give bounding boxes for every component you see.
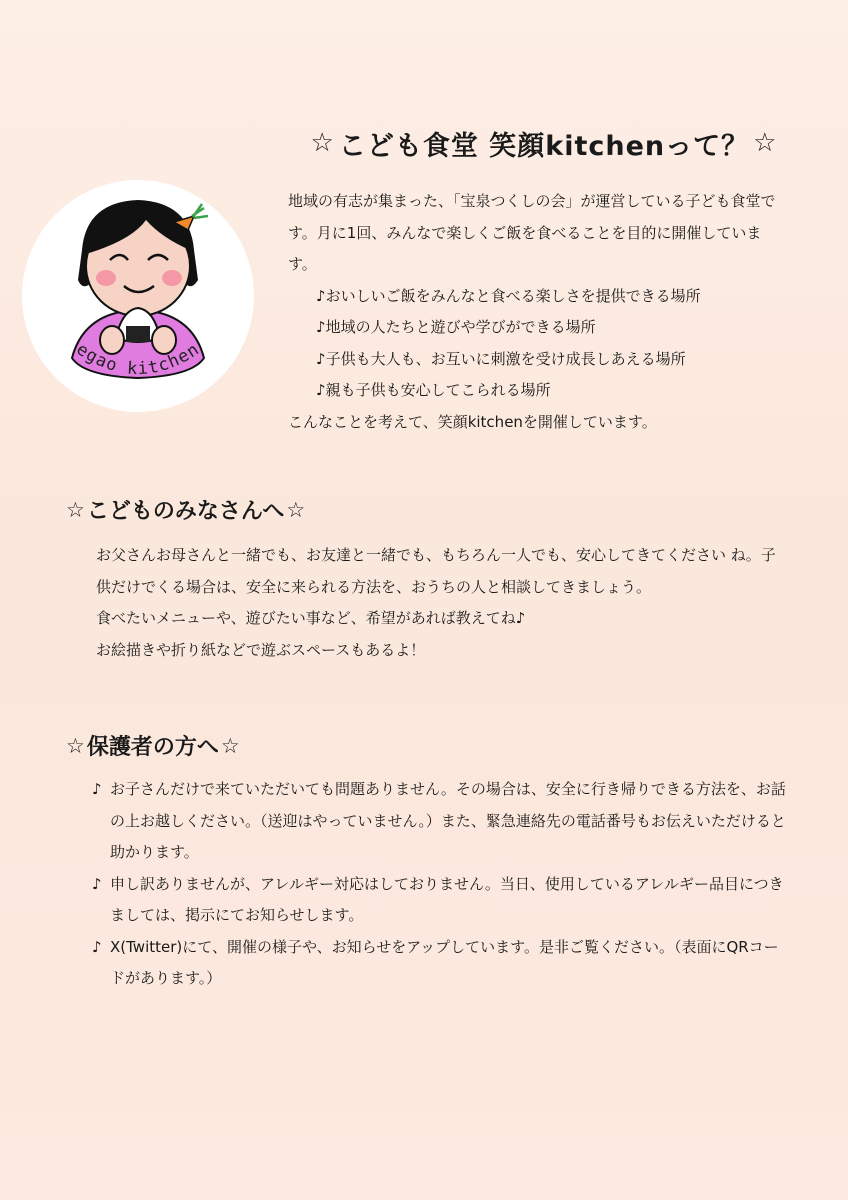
list-item: ♪おいしいご飯をみんなと食べる楽しさを提供できる場所 <box>316 286 701 305</box>
intro-paragraph: 地域の有志が集まった、「宝泉つくしの会」が運営している子ども食堂です。月に1回、みんなで楽しくご飯を食べることを目的に開催しています。 <box>288 192 776 273</box>
parents-list <box>96 774 792 995</box>
parents-item: ♪ お子さんだけで来ていただいても問題ありません。その場合は、安全に行き帰りできる方法を、お話の上お越しください。（送迎はやっていません。）また、緊急連絡先の電話番号もお伝えいただけると助かります。 <box>96 774 792 869</box>
kids-line: 食べたいメニューや、遊びたい事など、希望があれば教えてね♪ <box>96 609 526 627</box>
list-item: ♪親も子供も安心してこられる場所 <box>316 381 551 399</box>
logo-text-arc <box>22 180 254 412</box>
kids-heading-text: こどものみなさんへ <box>86 499 285 524</box>
list-item: ♪地域の人たちと遊びや学びができる場所 <box>316 318 596 336</box>
star-icon: ☆ <box>66 733 85 758</box>
egao-kitchen-logo <box>22 180 254 412</box>
star-icon: ☆ <box>286 497 306 522</box>
page-title-text: こども食堂 笑顔kitchenって？ <box>338 130 750 162</box>
star-icon: ☆ <box>220 733 240 758</box>
intro-closing: こんなことを考えて、笑顔kitchenを開催しています。 <box>288 412 657 431</box>
svg-text:egao kitchen: egao kitchen <box>72 339 204 380</box>
list-item: ♪子供も大人も、お互いに刺激を受け成長しあえる場所 <box>316 349 686 368</box>
kids-line: お父さんお母さんと一緒でも、お友達と一緒でも、もちろん一人でも、安心してきてください ね。子供だけでくる場合は、安全に来られる方法を、おうちの人と相談してきましょう。 <box>96 546 776 596</box>
star-icon: ☆ <box>66 497 85 522</box>
parents-heading <box>64 730 242 761</box>
parents-heading-text: 保護者の方へ <box>86 735 219 760</box>
parents-item: ♪ X(Twitter)にて、開催の様子や、お知らせをアップしています。是非ご覧ください。（表面にQRコードがあります。） <box>96 932 792 995</box>
page-title <box>274 120 814 166</box>
kids-line: お絵描きや折り紙などで遊ぶスペースもあるよ！ <box>96 640 426 659</box>
star-icon: ☆ <box>753 128 778 158</box>
parents-item: ♪ 申し訳ありませんが、アレルギー対応はしておりません。当日、使用しているアレルギー品目につきましては、掲示にてお知らせします。 <box>96 869 792 932</box>
intro-list <box>288 281 788 407</box>
intro-section <box>288 186 788 438</box>
kids-heading <box>64 494 307 525</box>
kids-section <box>96 540 786 666</box>
star-icon: ☆ <box>310 128 335 158</box>
